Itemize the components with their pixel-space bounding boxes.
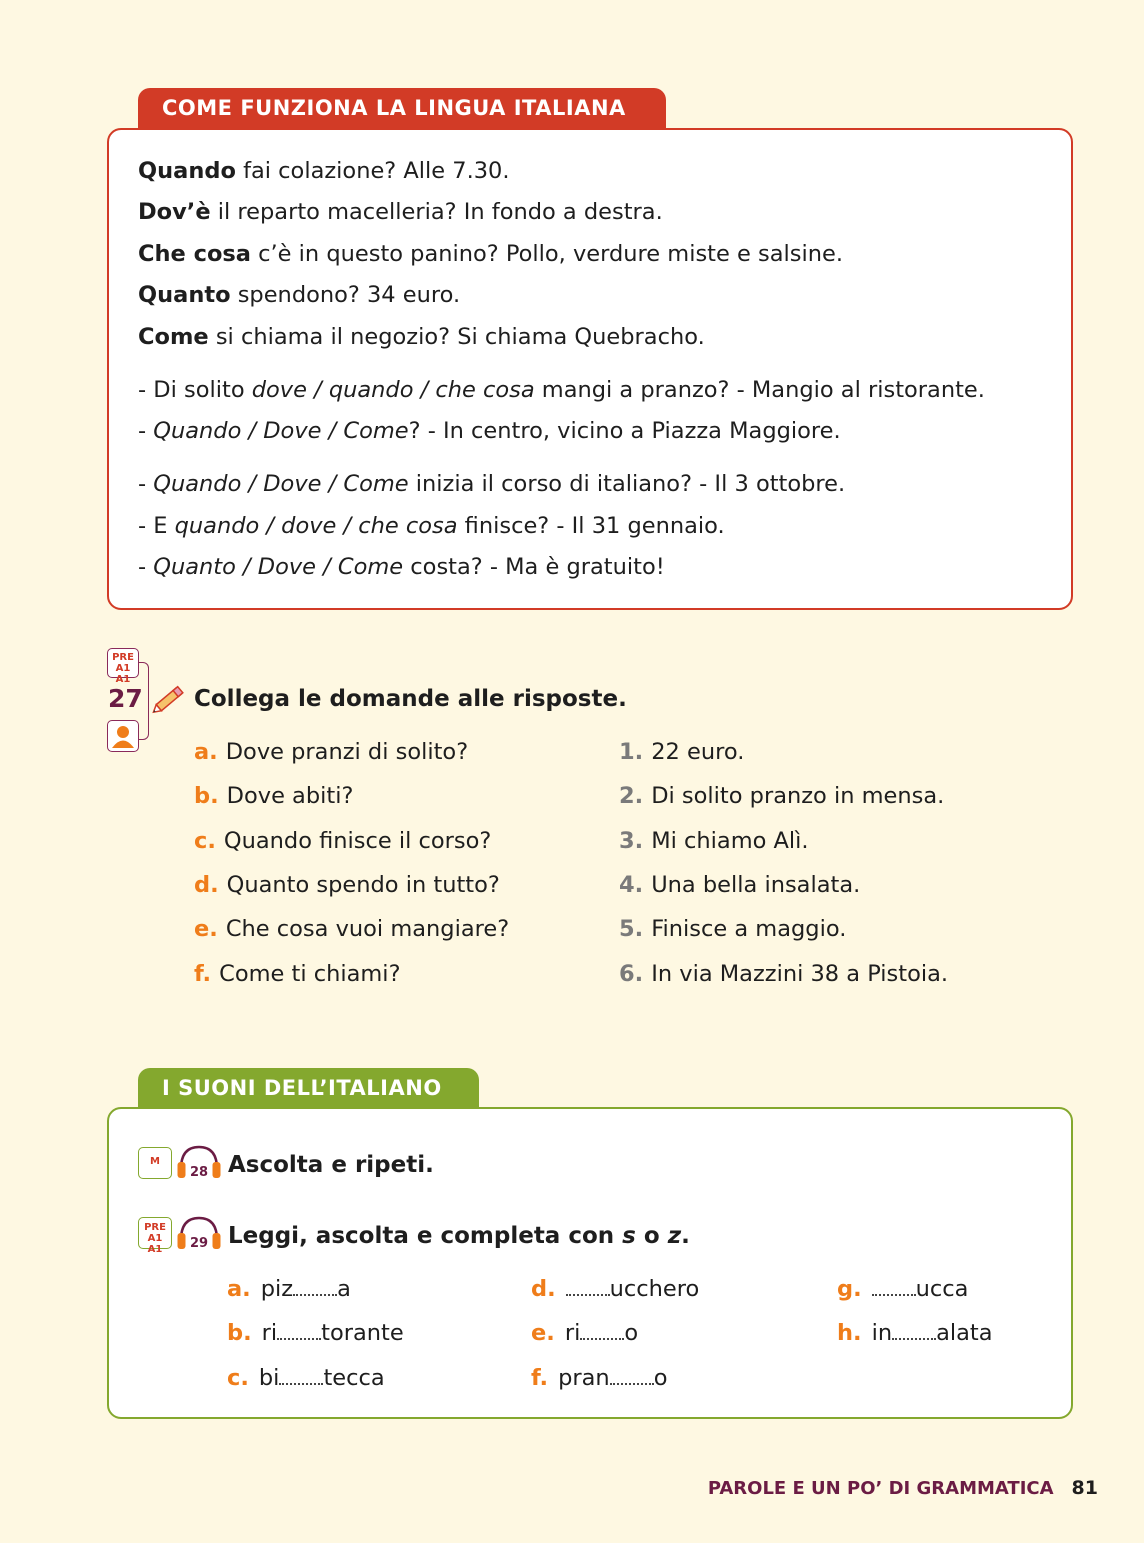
answer-item[interactable] xyxy=(619,961,948,987)
question-letter: a. xyxy=(194,739,218,765)
item-letter: e. xyxy=(531,1320,555,1346)
grammar-example xyxy=(138,324,705,350)
word-end: ucca xyxy=(915,1276,969,1302)
answer-text: Di solito pranzo in mensa. xyxy=(651,783,945,809)
blank-field[interactable] xyxy=(293,1278,337,1296)
choice-pre: - xyxy=(138,554,154,580)
example-text: il reparto macelleria? In fondo a destra. xyxy=(210,199,663,225)
question-item[interactable] xyxy=(194,739,468,765)
exercise-title: Ascolta e ripeti. xyxy=(228,1152,434,1178)
question-item[interactable] xyxy=(194,872,500,898)
choice-post: inizia il corso di italiano? - Il 3 ottobre. xyxy=(408,471,846,497)
answer-text: 22 euro. xyxy=(651,739,745,765)
fill-item xyxy=(531,1276,699,1302)
level-badge xyxy=(107,648,139,685)
word-start: pran xyxy=(558,1365,610,1391)
keyword: Come xyxy=(138,324,209,350)
blank-field[interactable] xyxy=(279,1367,323,1385)
pencil-icon xyxy=(148,682,188,718)
item-letter: f. xyxy=(531,1365,549,1391)
answer-item[interactable] xyxy=(619,739,744,765)
example-text: spendono? 34 euro. xyxy=(230,282,461,308)
choice-options[interactable]: Quanto / Dove / Come xyxy=(153,554,404,580)
question-letter: e. xyxy=(194,916,218,942)
answer-item[interactable] xyxy=(619,872,860,898)
grammar-example xyxy=(138,282,460,308)
word-start: bi xyxy=(258,1365,280,1391)
word-end: a xyxy=(337,1276,351,1302)
level-badge-line1: PRE A1 xyxy=(112,652,134,674)
item-letter: c. xyxy=(227,1365,249,1391)
answer-item[interactable] xyxy=(619,916,846,942)
answer-number: 4. xyxy=(619,872,644,898)
level-badge: M xyxy=(138,1147,172,1179)
answer-text: In via Mazzini 38 a Pistoia. xyxy=(651,961,949,987)
example-text: c’è in questo panino? Pollo, verdure miste e salsine. xyxy=(251,241,843,267)
question-item[interactable] xyxy=(194,783,353,809)
choice-post: costa? - Ma è gratuito! xyxy=(403,554,665,580)
choice-options[interactable]: Quando / Dove / Come xyxy=(153,418,409,444)
exercise-title xyxy=(228,1223,690,1249)
track-number: 29 xyxy=(189,1236,209,1251)
level-badge-line2: A1 xyxy=(147,1244,163,1255)
keyword: Quando xyxy=(138,158,236,184)
question-letter: d. xyxy=(194,872,219,898)
grammar-choice xyxy=(138,418,841,444)
item-letter: g. xyxy=(837,1276,862,1302)
fill-item xyxy=(227,1365,385,1391)
blank-field[interactable] xyxy=(566,1278,610,1296)
keyword: Che cosa xyxy=(138,241,251,267)
level-badge-line2: A1 xyxy=(115,674,131,685)
grammar-example xyxy=(138,158,510,184)
exercise-number: 27 xyxy=(108,684,143,713)
question-item[interactable] xyxy=(194,916,509,942)
track-number: 28 xyxy=(189,1165,209,1180)
item-letter: h. xyxy=(837,1320,862,1346)
blank-field[interactable] xyxy=(580,1322,624,1340)
question-letter: f. xyxy=(194,961,212,987)
question-text: Che cosa vuoi mangiare? xyxy=(225,916,510,942)
word-end: o xyxy=(624,1320,639,1346)
title-text: . xyxy=(681,1223,690,1249)
choice-post: finisce? - Il 31 gennaio. xyxy=(457,513,725,539)
answer-number: 5. xyxy=(619,916,644,942)
fill-item xyxy=(531,1320,638,1346)
word-end: tecca xyxy=(323,1365,385,1391)
word-start: in xyxy=(871,1320,893,1346)
item-letter: a. xyxy=(227,1276,251,1302)
choice-pre: - Di solito xyxy=(138,377,252,403)
answer-number: 1. xyxy=(619,739,644,765)
choice-pre: - xyxy=(138,471,154,497)
blank-field[interactable] xyxy=(872,1278,916,1296)
question-text: Dove pranzi di solito? xyxy=(225,739,469,765)
question-text: Quando finisce il corso? xyxy=(223,828,492,854)
word-start: ri xyxy=(261,1320,278,1346)
answer-item[interactable] xyxy=(619,828,809,854)
answer-text: Mi chiamo Alì. xyxy=(651,828,809,854)
headphones-icon[interactable] xyxy=(176,1214,222,1252)
fill-item xyxy=(227,1276,351,1302)
keyword: Dov’è xyxy=(138,199,211,225)
word-end: o xyxy=(653,1365,668,1391)
item-letter: d. xyxy=(531,1276,556,1302)
question-text: Quanto spendo in tutto? xyxy=(226,872,500,898)
choice-options[interactable]: dove / quando / che cosa xyxy=(251,377,535,403)
letter-s: s xyxy=(622,1223,636,1249)
title-text: o xyxy=(635,1223,668,1249)
level-badge-line1: PRE A1 xyxy=(144,1222,166,1244)
answer-text: Finisce a maggio. xyxy=(651,916,847,942)
fill-item xyxy=(837,1276,968,1302)
choice-pre: - xyxy=(138,418,154,444)
answer-item[interactable] xyxy=(619,783,944,809)
footer-section-title: PAROLE E UN PO’ DI GRAMMATICA xyxy=(707,1478,1054,1499)
answer-number: 2. xyxy=(619,783,644,809)
fill-item xyxy=(531,1365,667,1391)
word-end: ucchero xyxy=(609,1276,700,1302)
fill-item xyxy=(227,1320,404,1346)
grammar-choice xyxy=(138,377,985,403)
blank-field[interactable] xyxy=(277,1322,321,1340)
choice-post: ? - In centro, vicino a Piazza Maggiore. xyxy=(408,418,841,444)
question-text: Come ti chiami? xyxy=(219,961,401,987)
person-icon xyxy=(107,720,139,752)
blank-field[interactable] xyxy=(892,1322,936,1340)
example-text: fai colazione? Alle 7.30. xyxy=(235,158,510,184)
choice-options[interactable]: Quando / Dove / Come xyxy=(153,471,409,497)
word-end: torante xyxy=(321,1320,404,1346)
question-item[interactable] xyxy=(194,961,401,987)
choice-post: mangi a pranzo? - Mangio al ristorante. xyxy=(534,377,985,403)
fill-item xyxy=(837,1320,993,1346)
page-number: 81 xyxy=(1071,1477,1098,1499)
level-badge xyxy=(138,1217,172,1255)
grammar-example xyxy=(138,199,663,225)
grammar-choice xyxy=(138,471,845,497)
exercise-title: Collega le domande alle risposte. xyxy=(194,686,627,712)
choice-pre: - E xyxy=(138,513,175,539)
answer-text: Una bella insalata. xyxy=(651,872,861,898)
word-start: ri xyxy=(564,1320,581,1346)
answer-number: 3. xyxy=(619,828,644,854)
blank-field[interactable] xyxy=(610,1367,654,1385)
keyword: Quanto xyxy=(138,282,231,308)
question-item[interactable] xyxy=(194,828,491,854)
question-letter: b. xyxy=(194,783,219,809)
grammar-example xyxy=(138,241,843,267)
example-text: si chiama il negozio? Si chiama Quebracho. xyxy=(208,324,705,350)
choice-options[interactable]: quando / dove / che cosa xyxy=(174,513,458,539)
grammar-choice xyxy=(138,554,665,580)
sounds-section-tab: I SUONI DELL’ITALIANO xyxy=(138,1068,479,1110)
question-text: Dove abiti? xyxy=(226,783,354,809)
word-end: alata xyxy=(936,1320,993,1346)
question-letter: c. xyxy=(194,828,216,854)
page-footer xyxy=(708,1477,1098,1499)
grammar-choice xyxy=(138,513,725,539)
answer-number: 6. xyxy=(619,961,644,987)
grammar-section-tab: COME FUNZIONA LA LINGUA ITALIANA xyxy=(138,88,666,130)
letter-z: z xyxy=(667,1223,682,1249)
item-letter: b. xyxy=(227,1320,252,1346)
title-text: Leggi, ascolta e completa con xyxy=(228,1223,623,1249)
word-start: piz xyxy=(260,1276,294,1302)
headphones-icon[interactable] xyxy=(176,1143,222,1181)
